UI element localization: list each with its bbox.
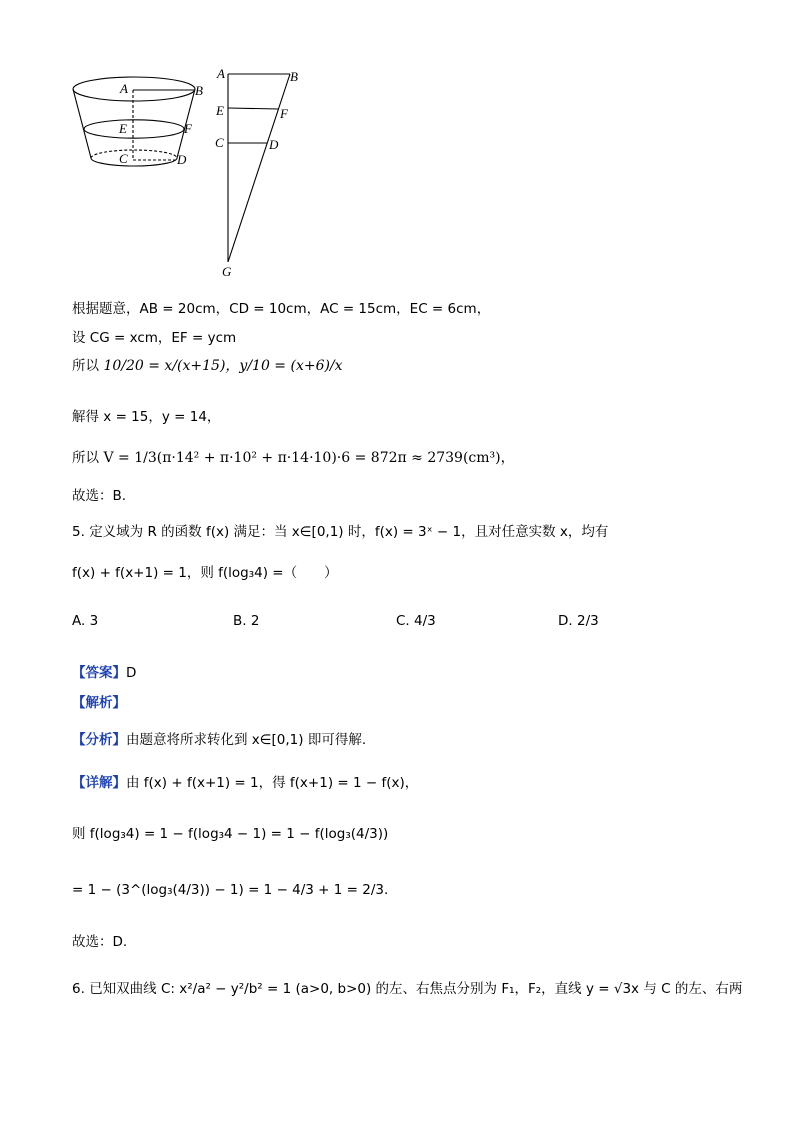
cup-label: E [119, 121, 127, 136]
fenxi-line [72, 728, 366, 748]
triangle-label: A [217, 66, 225, 81]
detail-line-3: = 1 − (3^(log₃(4/3)) − 1) = 1 − 4/3 + 1 = 2/3. [72, 882, 389, 898]
answer-choice: 故选：B. [72, 488, 127, 504]
fenxi-text: 由题意将所求转化到 x∈[0,1) 即可得解. [126, 732, 367, 748]
detail-line-1 [72, 771, 418, 791]
triangle-label: C [215, 135, 224, 150]
text-prefix: 所以 [72, 358, 99, 374]
answer-tag: 【答案】 [72, 665, 126, 681]
option-label: C. [396, 613, 410, 629]
triangle-label: E [216, 103, 224, 118]
question-number: 5. [72, 524, 85, 540]
question-6-stem [72, 977, 742, 997]
solution-line: 根据题意，AB = 20cm，CD = 10cm，AC = 15cm，EC = 6cm， [72, 301, 491, 317]
fenxi-tag: 【分析】 [72, 732, 126, 748]
option-c [396, 613, 436, 629]
detail-line-2: 则 f(log₃4) = 1 − f(log₃4 − 1) = 1 − f(log₃(4/3)) [72, 826, 389, 842]
solution-line: 设 CG = xcm，EF = ycm [72, 330, 237, 346]
answer-choice-5: 故选：D. [72, 934, 128, 950]
solution-line: 解得 x = 15，y = 14， [72, 409, 221, 425]
option-value: 2 [250, 613, 260, 629]
option-value: 4/3 [414, 613, 436, 629]
cup-label: A [120, 81, 128, 96]
triangle-label: D [269, 137, 279, 152]
option-b [233, 613, 259, 629]
detail-text: 由 f(x) + f(x+1) = 1，得 f(x+1) = 1 − f(x)， [126, 775, 419, 791]
question-5-stem [72, 520, 608, 540]
option-label: D. [558, 613, 573, 629]
option-label: B. [233, 613, 247, 629]
cup-label: F [184, 121, 192, 136]
option-label: A. [72, 613, 86, 629]
cup-label: C [119, 151, 128, 166]
solution-line-ratio [72, 354, 343, 375]
math-volume: V = 1/3(π·14² + π·10² + π·14·10)·6 = 872π ≈ 2739(cm³)， [103, 450, 515, 466]
answer-value: D [126, 665, 137, 681]
question-5-stem-2: f(x) + f(x+1) = 1，则 f(log₃4) =（ ） [72, 565, 338, 581]
option-a [72, 613, 98, 629]
math-ratio: 10/20 = x/(x+15)，y/10 = (x+6)/x [103, 358, 343, 374]
question-text: 定义域为 R 的函数 f(x) 满足：当 x∈[0,1) 时，f(x) = 3ˣ − 1，且对任意实数 x，均有 [89, 524, 609, 540]
triangle-diagram [228, 74, 290, 262]
triangle-label: F [280, 106, 288, 121]
option-value: 3 [89, 613, 99, 629]
question-text: 已知双曲线 C: x²/a² − y²/b² = 1 (a>0, b>0) 的左、右焦点分别为 F₁，F₂，直线 y = √3x 与 C 的左、右两 [89, 981, 743, 997]
solution-line-volume [72, 446, 515, 467]
geometry-figure [60, 62, 320, 282]
triangle-label: G [222, 264, 232, 279]
answer-line [72, 661, 136, 681]
cup-label: B [195, 83, 203, 98]
detail-tag: 【详解】 [72, 775, 126, 791]
triangle-label: B [290, 69, 298, 84]
option-value: 2/3 [576, 613, 599, 629]
question-number: 6. [72, 981, 85, 997]
text-prefix: 所以 [72, 450, 99, 466]
option-d [558, 613, 599, 629]
analysis-tag: 【解析】 [72, 695, 126, 711]
cup-label: D [177, 152, 187, 167]
